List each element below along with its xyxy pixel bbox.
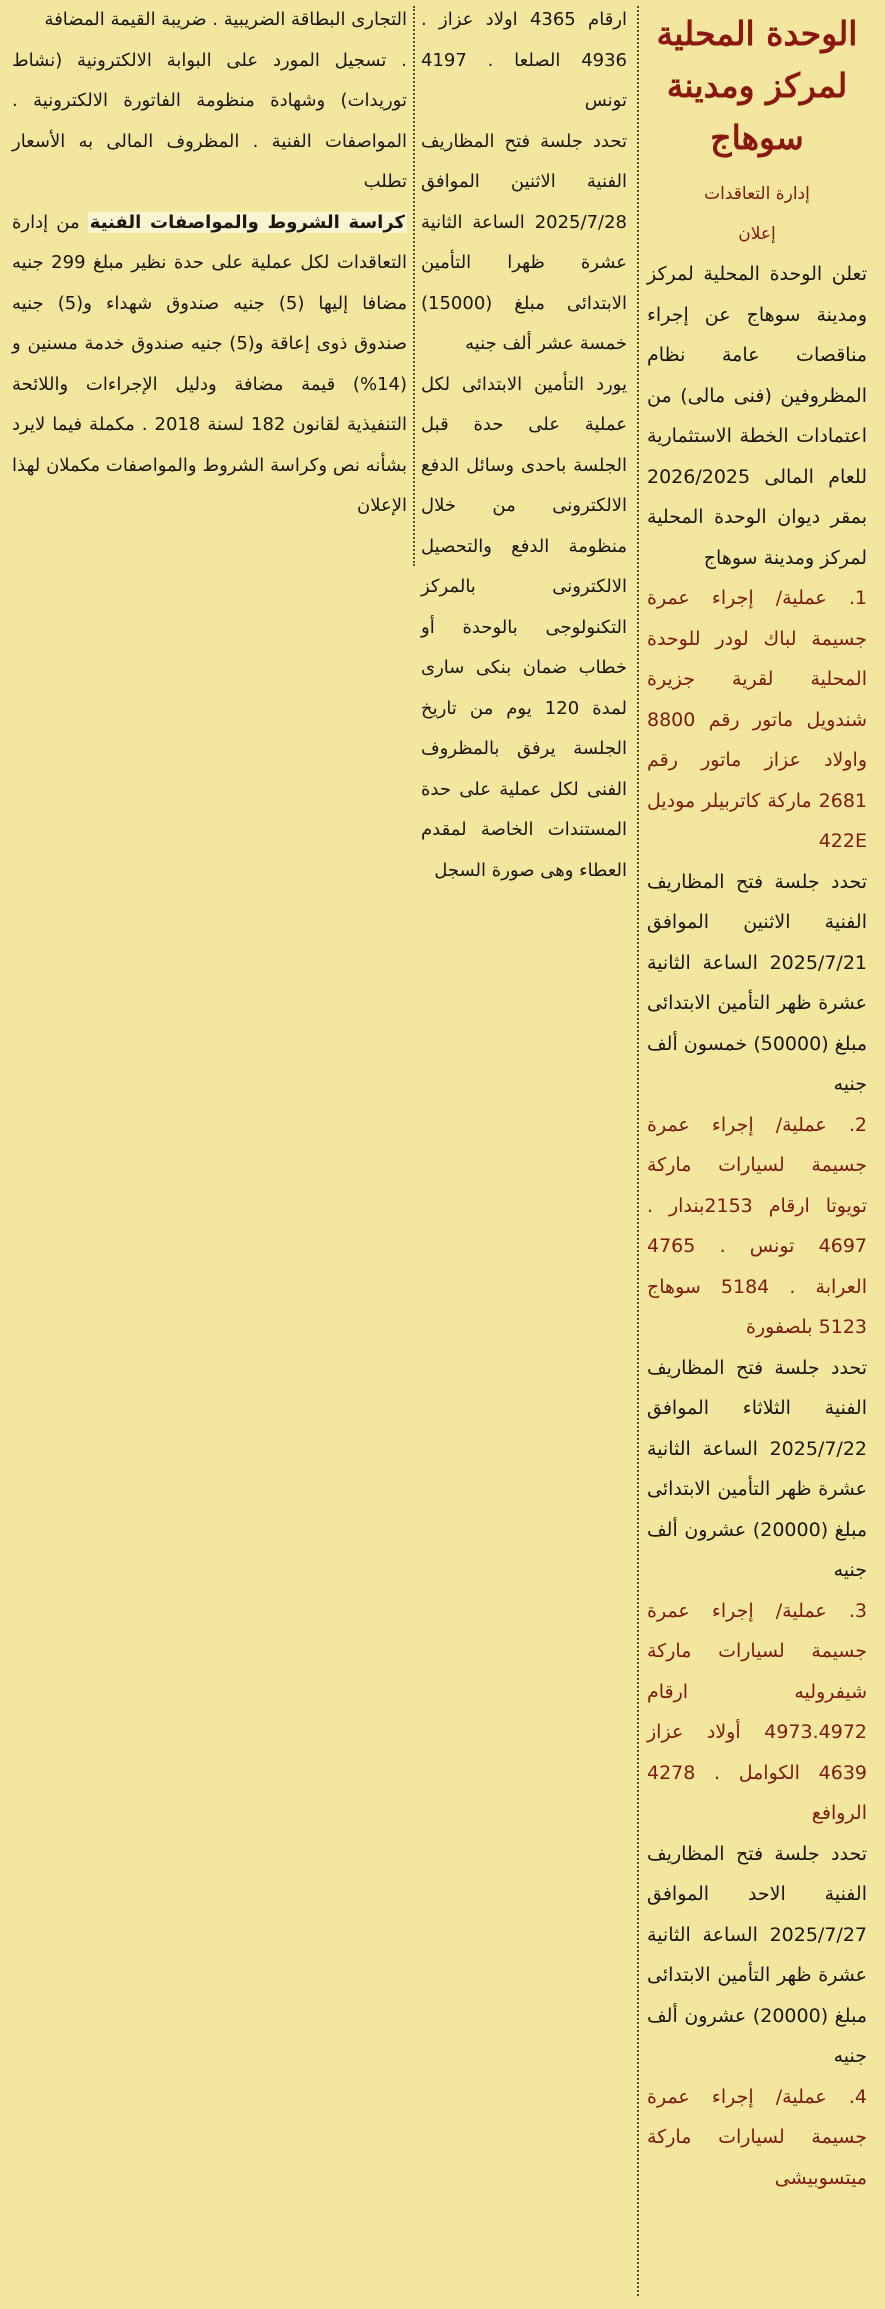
- left-paragraph-3: [12, 203, 407, 527]
- item-4-heading: 4. عملية/ إجراء عمرة جسيمة لسيارات ماركة ميتسوبيشى: [647, 2085, 867, 2189]
- column-right: [647, 0, 867, 2198]
- item-2-body: تحدد جلسة فتح المظاريف الفنية الثلاثاء الموافق 2025/7/22 الساعة الثانية عشرة ظهر التأمين الابتدائى مبلغ (20000) عشرون ألف جنيه: [647, 1356, 867, 1581]
- mid-paragraph-3: يورد التأمين الابتدائى لكل عملية على حدة قبل الجلسة باحدى وسائل الدفع الالكترونى من خلال منظومة الدفع والتحصيل الالكترونى بالمركز التكنولوجى بالوحدة أو خطاب ضمان بنكى سارى لمدة 120 يوم من تاريخ الجلسة يرفق بالمظروف الفنى لكل عملية على حدة المستندات الخاصة لمقدم العطاء وهى صورة السجل: [421, 373, 627, 881]
- notice-title: الوحدة المحلية لمركز ومدينة سوهاج: [656, 14, 858, 157]
- column-divider-left: [413, 6, 415, 566]
- mid-paragraph-1: ارقام 4365 اولاد عزاز . 4936 الصلعا . 4197 تونس: [421, 9, 627, 111]
- announcement-label: إعلان: [738, 224, 776, 244]
- item-1-heading: 1. عملية/ إجراء عمرة جسيمة لباك لودر للوحدة المحلية لقرية جزيرة شندويل ماتور رقم 8800 واولاد عزاز ماتور رقم 2681 ماركة كاتربيلر موديل 422E: [647, 587, 867, 852]
- column-middle: [421, 0, 627, 891]
- left-paragraph-2: . تسجيل المورد على البوابة الالكترونية (نشاط توريدات) وشهادة منظومة الفاتورة الالكترونية . المواصفات الفنية . المظروف المالى به الأسعار تطلب: [12, 49, 407, 192]
- item-2-heading: 2. عملية/ إجراء عمرة جسيمة لسيارات ماركة تويوتا ارقام 2153بندار . 4697 تونس . 4765 العرابة . 5184 سوهاج 5123 بلصفورة: [647, 1113, 868, 1338]
- column-left: [12, 0, 407, 527]
- item-3-body: تحدد جلسة فتح المظاريف الفنية الاحد الموافق 2025/7/27 الساعة الثانية عشرة ظهر التأمين الابتدائى مبلغ (20000) عشرون ألف جنيه: [647, 1842, 867, 2067]
- item-1-body: تحدد جلسة فتح المظاريف الفنية الاثنين الموافق 2025/7/21 الساعة الثانية عشرة ظهر التأمين الابتدائى مبلغ (50000) خمسون ألف جنيه: [647, 870, 867, 1095]
- conditions-booklet-label: كراسة الشروط والمواصفات الفنية: [89, 211, 405, 233]
- mid-paragraph-2: تحدد جلسة فتح المظاريف الفنية الاثنين الموافق 2025/7/28 الساعة الثانية عشرة ظهرا التأمين الابتدائى مبلغ (15000) خمسة عشر ألف جنيه: [421, 130, 627, 354]
- left-paragraph-1: التجارى البطاقة الضريبية . ضريبة القيمة المضافة: [44, 9, 407, 30]
- left-paragraph-3-rest: من إدارة التعاقدات لكل عملية على حدة نظير مبلغ 299 جنيه مضافا إليها (5) جنيه صندوق شهداء و(5) جنيه صندوق ذوى إعاقة و(5) جنيه صندوق خدمة مسنين و (14%) قيمة مضافة ودليل الإجراءات واللائحة التنفيذية لقانون 182 لسنة 2018 . مكملة فيما لايرد بشأنه نص وكراسة الشروط والمواصفات مكملان لهذا الإعلان: [12, 211, 408, 516]
- column-divider-right: [637, 6, 639, 2296]
- department-name: إدارة التعاقدات: [704, 184, 810, 204]
- intro-paragraph: تعلن الوحدة المحلية لمركز ومدينة سوهاج عن إجراء مناقصات عامة نظام المظروفين (فنى مالى) من اعتمادات الخطة الاستثمارية للعام المالى 2026/2025 بمقر ديوان الوحدة المحلية لمركز ومدينة سوهاج: [647, 263, 867, 569]
- item-3-heading: 3. عملية/ إجراء عمرة جسيمة لسيارات ماركة شيفروليه ارقام 4973.4972 أولاد عزاز 4639 الكوامل . 4278 الروافع: [647, 1599, 867, 1824]
